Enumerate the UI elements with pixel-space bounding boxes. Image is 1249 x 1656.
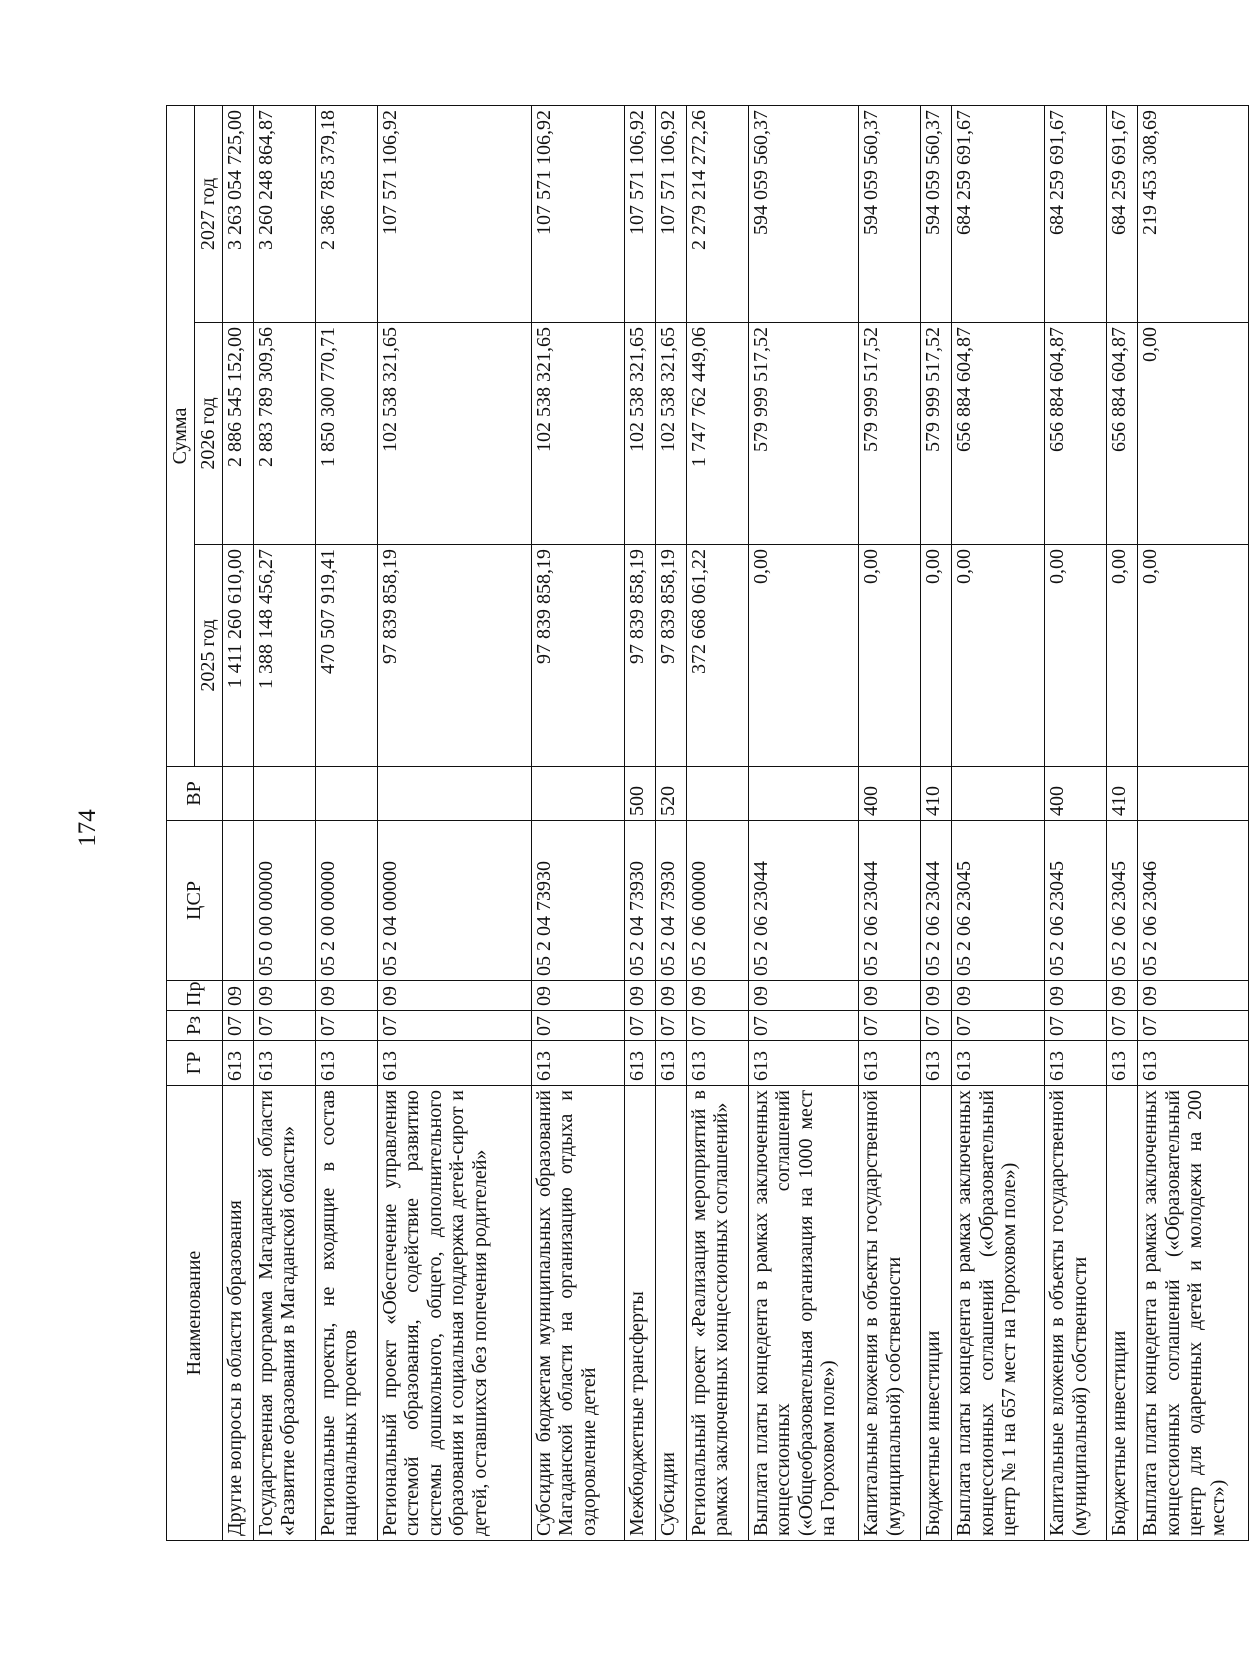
row-rz: 07 [316,1011,378,1041]
row-csr: 05 2 00 00000 [316,821,378,981]
row-pr: 09 [952,981,1045,1011]
row-amount-2025: 97 839 858,19 [531,545,624,767]
header-rz: Рз [167,1011,223,1041]
row-amount-2025: 0,00 [748,545,858,767]
row-amount-2027: 594 059 560,37 [921,105,952,322]
row-amount-2026: 102 538 321,65 [655,323,686,545]
header-csr: ЦСР [167,821,223,981]
header-gr: ГР [167,1041,223,1086]
row-pr: 09 [316,981,378,1011]
row-amount-2026: 2 883 789 309,56 [254,323,316,545]
row-vr [952,767,1045,821]
row-vr [223,767,254,821]
row-csr: 05 2 06 00000 [686,821,748,981]
table-row [952,105,1045,1540]
row-amount-2025: 0,00 [921,545,952,767]
row-vr: 410 [1107,767,1138,821]
row-amount-2025: 1 411 260 610,00 [223,545,254,767]
row-rz: 07 [378,1011,532,1041]
row-amount-2027: 107 571 106,92 [655,105,686,322]
budget-table-rotated [166,106,1249,1541]
row-pr: 09 [254,981,316,1011]
row-csr: 05 2 06 23045 [1107,821,1138,981]
row-vr [316,767,378,821]
header-year-2025: 2025 год [195,545,223,767]
row-vr [1138,767,1249,821]
row-csr: 05 2 06 23045 [1045,821,1107,981]
row-csr [223,821,254,981]
row-amount-2026: 579 999 517,52 [748,323,858,545]
row-amount-2026: 1 850 300 770,71 [316,323,378,545]
row-gr: 613 [655,1041,686,1086]
table-row [378,105,532,1540]
row-name: Межбюджетные трансферты [624,1086,655,1541]
row-vr [254,767,316,821]
row-gr: 613 [859,1041,921,1086]
row-rz: 07 [952,1011,1045,1041]
row-rz: 07 [686,1011,748,1041]
row-amount-2027: 107 571 106,92 [624,105,655,322]
row-amount-2027: 594 059 560,37 [748,105,858,322]
table-row [254,105,316,1540]
row-csr: 05 2 04 73930 [624,821,655,981]
row-csr: 05 0 00 00000 [254,821,316,981]
row-amount-2027: 107 571 106,92 [531,105,624,322]
row-amount-2026: 2 886 545 152,00 [223,323,254,545]
row-amount-2025: 97 839 858,19 [378,545,532,767]
row-csr: 05 2 04 73930 [531,821,624,981]
row-rz: 07 [655,1011,686,1041]
row-amount-2026: 656 884 604,87 [1107,323,1138,545]
row-vr [378,767,532,821]
row-rz: 07 [1107,1011,1138,1041]
row-amount-2025: 0,00 [1045,545,1107,767]
row-pr: 09 [378,981,532,1011]
row-name: Выплата платы концедента в рамках заключенных концессионных соглашений («Общеобразовательная организация на 1000 мест на Гороховом поле») [748,1086,858,1541]
row-gr: 613 [686,1041,748,1086]
row-amount-2025: 470 507 919,41 [316,545,378,767]
row-pr: 09 [1138,981,1249,1011]
row-amount-2026: 656 884 604,87 [1045,323,1107,545]
row-amount-2027: 219 453 308,69 [1138,105,1249,322]
row-name: Региональный проект «Обеспечение управления системой образования, содействие развитию системы дошкольного, общего, дополнительного образования и социальная поддержка детей-сирот и детей, оставшихся без попечения родителей» [378,1086,532,1541]
table-row [1138,105,1249,1540]
table-row [316,105,378,1540]
row-rz: 07 [859,1011,921,1041]
page-number-text: 174 [74,809,101,847]
row-gr: 613 [952,1041,1045,1086]
row-amount-2026: 1 747 762 449,06 [686,323,748,545]
row-name: Субсидии бюджетам муниципальных образований Магаданской области на организацию отдыха и оздоровление детей [531,1086,624,1541]
row-amount-2026: 0,00 [1138,323,1249,545]
row-name: Выплата платы концедента в рамках заключенных концессионных соглашений («Образовательный центр № 1 на 657 мест на Гороховом поле») [952,1086,1045,1541]
table-row [624,105,655,1540]
page-number [68,806,108,850]
row-amount-2025: 0,00 [859,545,921,767]
row-amount-2027: 2 279 214 272,26 [686,105,748,322]
table-row [748,105,858,1540]
row-csr: 05 2 06 23045 [952,821,1045,981]
row-name: Бюджетные инвестиции [1107,1086,1138,1541]
row-pr: 09 [921,981,952,1011]
header-vr: ВР [167,767,223,821]
row-pr: 09 [686,981,748,1011]
row-amount-2026: 102 538 321,65 [378,323,532,545]
table-row [531,105,624,1540]
row-csr: 05 2 04 00000 [378,821,532,981]
row-name: Государственная программа Магаданской области «Развитие образования в Магаданской области» [254,1086,316,1541]
row-vr: 400 [1045,767,1107,821]
row-rz: 07 [748,1011,858,1041]
row-amount-2027: 2 386 785 379,18 [316,105,378,322]
row-gr: 613 [624,1041,655,1086]
row-gr: 613 [1138,1041,1249,1086]
row-name: Бюджетные инвестиции [921,1086,952,1541]
row-rz: 07 [223,1011,254,1041]
header-pr: Пр [167,981,223,1011]
row-csr: 05 2 04 73930 [655,821,686,981]
row-name: Другие вопросы в области образования [223,1086,254,1541]
header-sum: Сумма [167,105,195,766]
row-amount-2027: 684 259 691,67 [1107,105,1138,322]
budget-table [166,105,1249,1541]
row-gr: 613 [223,1041,254,1086]
table-row [921,105,952,1540]
row-csr: 05 2 06 23046 [1138,821,1249,981]
row-gr: 613 [254,1041,316,1086]
row-amount-2025: 372 668 061,22 [686,545,748,767]
row-amount-2025: 97 839 858,19 [655,545,686,767]
row-amount-2025: 0,00 [1107,545,1138,767]
row-rz: 07 [1045,1011,1107,1041]
row-amount-2026: 579 999 517,52 [921,323,952,545]
row-pr: 09 [748,981,858,1011]
row-amount-2025: 0,00 [1138,545,1249,767]
row-gr: 613 [1107,1041,1138,1086]
row-name: Выплата платы концедента в рамках заключенных концессионных соглашений («Образовательный центр для одаренных детей и молодежи на 200 мест») [1138,1086,1249,1541]
row-name: Капитальные вложения в объекты государственной (муниципальной) собственности [859,1086,921,1541]
row-gr: 613 [1045,1041,1107,1086]
row-vr: 400 [859,767,921,821]
row-rz: 07 [531,1011,624,1041]
row-rz: 07 [1138,1011,1249,1041]
row-amount-2025: 0,00 [952,545,1045,767]
row-pr: 09 [624,981,655,1011]
row-pr: 09 [859,981,921,1011]
row-amount-2025: 1 388 148 456,27 [254,545,316,767]
row-pr: 09 [655,981,686,1011]
row-csr: 05 2 06 23044 [748,821,858,981]
table-row [686,105,748,1540]
row-amount-2027: 684 259 691,67 [1045,105,1107,322]
table-row [859,105,921,1540]
row-amount-2027: 3 260 248 864,87 [254,105,316,322]
row-rz: 07 [254,1011,316,1041]
row-vr [748,767,858,821]
row-amount-2026: 656 884 604,87 [952,323,1045,545]
row-vr: 520 [655,767,686,821]
table-row [655,105,686,1540]
row-rz: 07 [624,1011,655,1041]
row-gr: 613 [748,1041,858,1086]
row-pr: 09 [223,981,254,1011]
row-name: Субсидии [655,1086,686,1541]
row-amount-2027: 594 059 560,37 [859,105,921,322]
row-vr [686,767,748,821]
table-row [223,105,254,1540]
row-amount-2026: 102 538 321,65 [531,323,624,545]
header-year-2026: 2026 год [195,323,223,545]
table-row [1107,105,1138,1540]
row-amount-2025: 97 839 858,19 [624,545,655,767]
header-name: Наименование [167,1086,223,1541]
row-pr: 09 [1045,981,1107,1011]
row-gr: 613 [531,1041,624,1086]
table-body [223,105,1249,1540]
row-amount-2027: 107 571 106,92 [378,105,532,322]
row-amount-2026: 102 538 321,65 [624,323,655,545]
row-rz: 07 [921,1011,952,1041]
row-csr: 05 2 06 23044 [921,821,952,981]
row-vr: 410 [921,767,952,821]
row-pr: 09 [1107,981,1138,1011]
row-vr: 500 [624,767,655,821]
row-gr: 613 [921,1041,952,1086]
row-amount-2027: 3 263 054 725,00 [223,105,254,322]
table-row [1045,105,1107,1540]
row-csr: 05 2 06 23044 [859,821,921,981]
row-name: Капитальные вложения в объекты государственной (муниципальной) собственности [1045,1086,1107,1541]
header-year-2027: 2027 год [195,105,223,322]
row-pr: 09 [531,981,624,1011]
row-name: Региональный проект «Реализация мероприятий в рамках заключенных концессионных соглашений» [686,1086,748,1541]
row-gr: 613 [316,1041,378,1086]
row-vr [531,767,624,821]
row-amount-2027: 684 259 691,67 [952,105,1045,322]
row-amount-2026: 579 999 517,52 [859,323,921,545]
row-gr: 613 [378,1041,532,1086]
table-header [167,105,223,1540]
row-name: Региональные проекты, не входящие в состав национальных проектов [316,1086,378,1541]
